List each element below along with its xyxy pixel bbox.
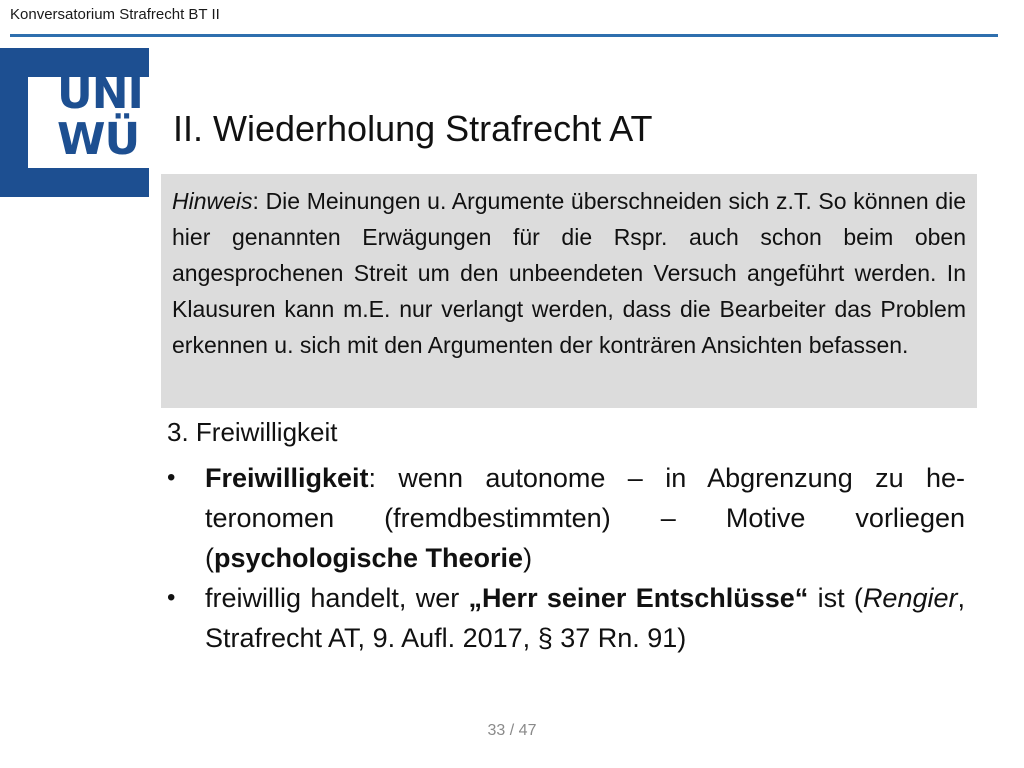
header-rule	[10, 34, 998, 37]
bullet-2-text-1: freiwillig handelt, wer	[205, 583, 469, 613]
note-text	[172, 183, 966, 363]
bullet-marker: •	[167, 464, 176, 491]
note-box	[161, 174, 977, 408]
bullet-2-author: Rengier	[862, 583, 958, 613]
bullet-list	[165, 458, 965, 658]
page-number: 33 / 47	[487, 722, 537, 739]
logo-text	[57, 68, 143, 165]
bullet-marker: •	[167, 584, 176, 611]
bullet-2-text-3: , Strafrecht AT, 9. Aufl. 2017, § 37 Rn. 91)	[205, 583, 966, 653]
logo-line-2: WÜ	[57, 114, 140, 165]
bullet-item-1	[165, 458, 965, 578]
bullet-1-term: Freiwilligkeit	[205, 463, 369, 493]
note-body: : Die Meinungen u. Argumente überschneiden sich z.T. So können die hier genannten Erwägungen für die Rspr. auch schon beim oben angesprochenen Streit um den unbeendeten Versuch angeführt werden. In Klausuren kann m.E. nur verlangt werden, dass die Bearbeiter das Problem erkennen u. sich mit den Argumenten der konträren Ansichten befassen.	[172, 188, 966, 358]
note-label: Hinweis	[172, 188, 253, 214]
section-heading: 3. Freiwilligkeit	[167, 417, 338, 447]
bullet-1-text-2: )	[523, 543, 533, 573]
university-logo	[0, 48, 149, 197]
logo-line-1: UNI	[57, 68, 143, 119]
bullet-2-quote: „Herr seiner Entschlüsse“	[468, 583, 809, 613]
bullet-2-text-2: ist (	[808, 583, 863, 613]
bullet-1-theory: psychologische Theorie	[214, 543, 524, 573]
bullet-1-text-1: : wenn autonome – in Abgrenzung zu he-teronomen (fremdbestimmten) – Motive vorliegen (	[205, 463, 965, 573]
header-title: Konversatorium Strafrecht BT II	[10, 6, 220, 23]
slide-title: II. Wiederholung Strafrecht AT	[173, 108, 653, 149]
bullet-item-2	[165, 578, 965, 658]
